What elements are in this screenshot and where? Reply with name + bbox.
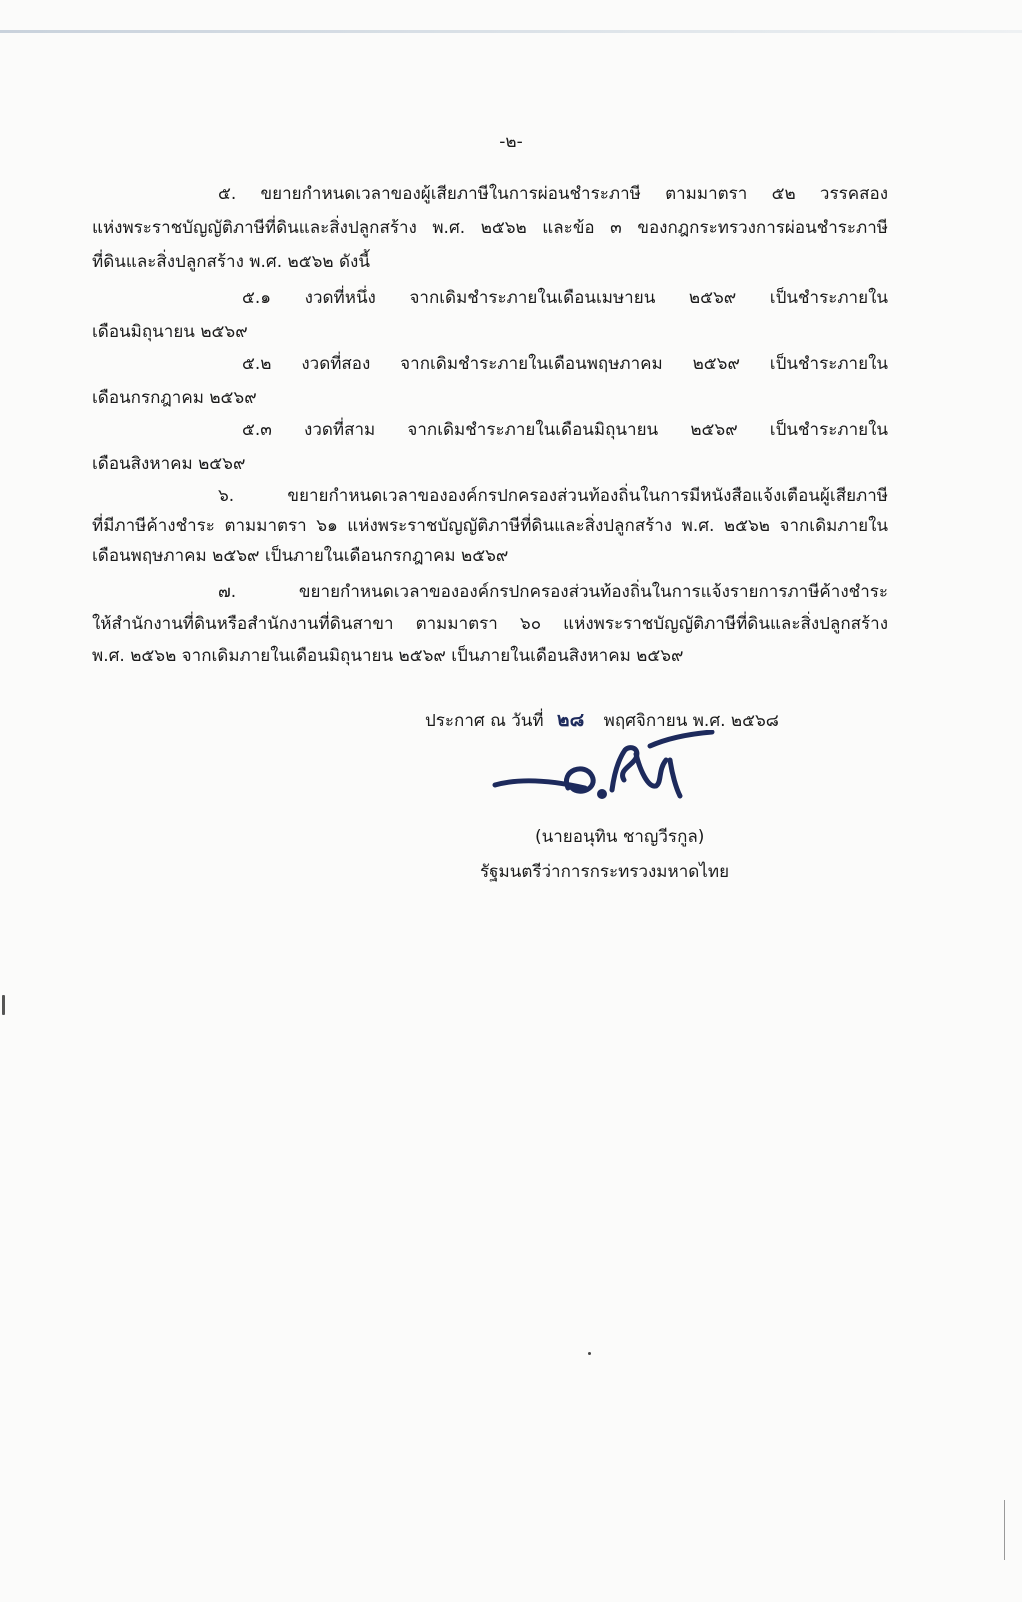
announcement-month-year: พฤศจิกายน พ.ศ. ๒๕๖๘ (603, 711, 779, 731)
clause-5-2-line-2: เดือนกรกฎาคม ๒๕๖๙ (92, 388, 257, 408)
clause-5-1-line-2: เดือนมิถุนายน ๒๕๖๙ (92, 322, 248, 342)
clause-5-line-3: ที่ดินและสิ่งปลูกสร้าง พ.ศ. ๒๕๖๒ ดังนี้ (92, 252, 370, 272)
scan-speck (588, 1352, 591, 1355)
clause-7-line-3: พ.ศ. ๒๕๖๒ จากเดิมภายในเดือนมิถุนายน ๒๕๖๙ เป็นภายในเดือนสิงหาคม ๒๕๖๙ (92, 646, 684, 666)
handwritten-signature (490, 730, 720, 820)
scan-right-mark (1004, 1500, 1005, 1560)
announcement-day: ๒๘ (557, 709, 585, 731)
clause-7-line-1: ๗. ขยายกำหนดเวลาขององค์กรปกครองส่วนท้องถิ่นในการแจ้งรายการภาษีค้างชำระ (218, 582, 888, 602)
clause-5-2-line-1: ๕.๒ งวดที่สอง จากเดิมชำระภายในเดือนพฤษภาคม ๒๕๖๙ เป็นชำระภายใน (242, 354, 888, 374)
clause-5-line-2: แห่งพระราชบัญญัติภาษีที่ดินและสิ่งปลูกสร้าง พ.ศ. ๒๕๖๒ และข้อ ๓ ของกฎกระทรวงการผ่อนชำระภาษี (92, 218, 888, 238)
clause-5-1-line-1: ๕.๑ งวดที่หนึ่ง จากเดิมชำระภายในเดือนเมษายน ๒๕๖๙ เป็นชำระภายใน (242, 288, 888, 308)
clause-7-line-2: ให้สำนักงานที่ดินหรือสำนักงานที่ดินสาขา ตามมาตรา ๖๐ แห่งพระราชบัญญัติภาษีที่ดินและสิ่งปลูกสร้าง (92, 614, 888, 634)
clause-5-line-1: ๕. ขยายกำหนดเวลาของผู้เสียภาษีในการผ่อนชำระภาษี ตามมาตรา ๕๒ วรรคสอง (218, 184, 888, 204)
clause-6-line-2: ที่มีภาษีค้างชำระ ตามมาตรา ๖๑ แห่งพระราชบัญญัติภาษีที่ดินและสิ่งปลูกสร้าง พ.ศ. ๒๕๖๒ จากเดิมภายใน (92, 516, 888, 536)
clause-5-3-line-1: ๕.๓ งวดที่สาม จากเดิมชำระภายในเดือนมิถุนายน ๒๕๖๙ เป็นชำระภายใน (242, 420, 888, 440)
signer-title: รัฐมนตรีว่าการกระทรวงมหาดไทย (480, 862, 730, 882)
clause-6-line-3: เดือนพฤษภาคม ๒๕๖๙ เป็นภายในเดือนกรกฎาคม ๒๕๖๙ (92, 546, 509, 566)
signer-name: (นายอนุทิน ชาญวีรกูล) (535, 827, 705, 847)
announcement-prefix: ประกาศ ณ วันที่ (425, 711, 544, 731)
page-number: -๒- (499, 132, 523, 152)
clause-5-3-line-2: เดือนสิงหาคม ๒๕๖๙ (92, 454, 246, 474)
clause-6-line-1: ๖. ขยายกำหนดเวลาขององค์กรปกครองส่วนท้องถิ่นในการมีหนังสือแจ้งเตือนผู้เสียภาษี (218, 486, 888, 506)
scan-left-mark (2, 995, 5, 1015)
scan-top-edge (0, 30, 1022, 33)
